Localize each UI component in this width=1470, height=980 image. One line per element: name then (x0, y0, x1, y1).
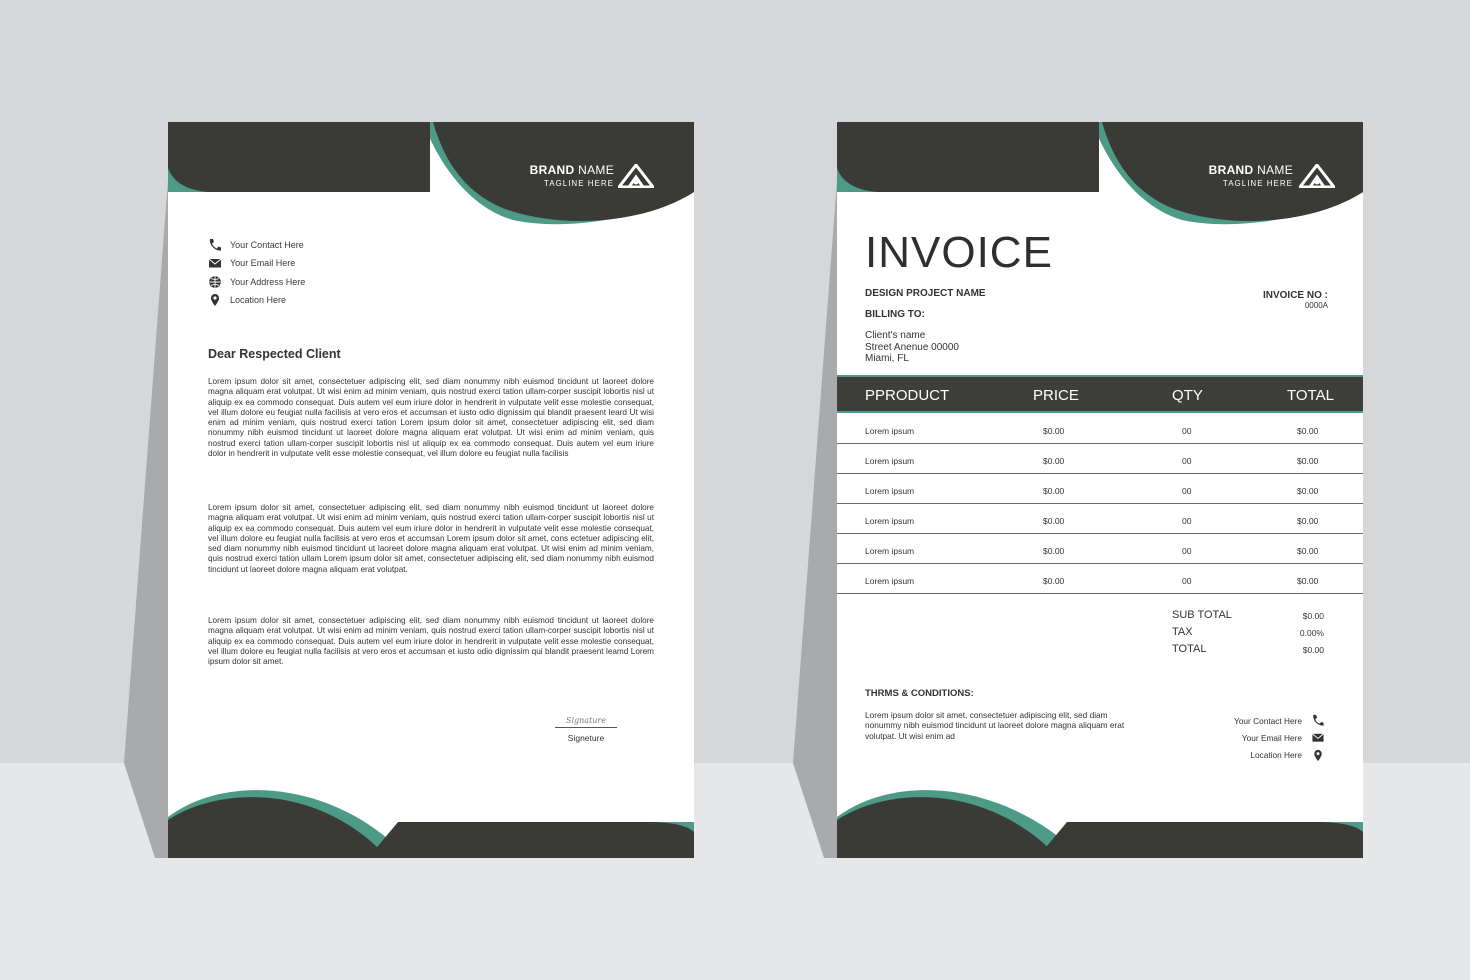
total-label: TOTAL (1172, 643, 1207, 655)
cell-product: Lorem ipsum (865, 486, 915, 496)
client-address (865, 330, 959, 365)
client-name: Client's name (865, 330, 926, 341)
cell-total: $0.00 (1297, 546, 1319, 556)
contact-text: Your Email Here (1241, 732, 1302, 743)
invoice-number-label: INVOICE NO : (1262, 290, 1328, 301)
signature-block (555, 716, 617, 743)
cell-qty: 00 (1182, 546, 1192, 556)
cell-qty: 00 (1182, 486, 1192, 496)
totals-block (1172, 609, 1324, 660)
table-row (837, 504, 1363, 534)
location-pin-icon (1311, 749, 1325, 762)
tax-row (1172, 626, 1324, 643)
body-paragraph: Lorem ipsum dolor sit amet, consectetuer adipiscing elit, sed diam nonummy nibh euismod tincidunt ut laoreet dolore magna aliquam erat volutpat. Ut wisi enim ad minim veniam, quis nostrud exerci tation ullam-corper suscipit lobortis nisl ut aliquip ex ea commodo consequat. Duis autem vel eum iriure dolor in hendrerit in vulputate velit esse molestie consequat, vel illum dolore eu feugiat nulla facilisis at vero eros et accumsan et iusto odio dignissim qui blandit praesent leamd Lorem ipsum dolor sit amet. (208, 616, 654, 667)
cell-total: $0.00 (1297, 576, 1319, 586)
cell-total: $0.00 (1297, 486, 1319, 496)
contact-text: Your Email Here (230, 258, 296, 269)
greeting: Dear Respected Client (208, 347, 341, 361)
cell-product: Lorem ipsum (865, 576, 915, 586)
contact-list (208, 236, 305, 309)
invoice-title: INVOICE (865, 228, 1053, 277)
cell-total: $0.00 (1297, 426, 1319, 436)
total-value: $0.00 (1302, 645, 1324, 655)
tax-value: 0.00% (1299, 628, 1324, 638)
contact-text: Location Here (230, 295, 287, 306)
cell-price: $0.00 (1043, 426, 1065, 436)
cell-qty: 00 (1182, 576, 1192, 586)
contact-item (1234, 712, 1325, 729)
table-row (837, 444, 1363, 474)
invoice-page (837, 122, 1363, 858)
signature-script: Signature (555, 716, 617, 728)
header-price: PRICE (1033, 387, 1079, 404)
brand-tagline: TAGLINE HERE (543, 179, 614, 188)
signature-label: Signeture (567, 733, 605, 743)
header-product: PPRODUCT (865, 387, 950, 404)
header-total: TOTAL (1287, 387, 1334, 404)
cell-total: $0.00 (1297, 456, 1319, 466)
cell-product: Lorem ipsum (865, 516, 915, 526)
table-header (837, 375, 1363, 413)
cell-product: Lorem ipsum (865, 426, 915, 436)
contact-item (208, 273, 305, 291)
phone-icon (1311, 714, 1325, 727)
terms-text: Lorem ipsum dolor sit amet, consectetuer adipiscing elit, sed diam nonummy nibh euismod tincidunt ut laoreet dolore magna aliquam erat volutpat. Ut wisi enim ad (865, 710, 1125, 741)
brand-tagline: TAGLINE HERE (1222, 179, 1293, 188)
subtotal-label: SUB TOTAL (1172, 609, 1232, 621)
letterhead-page (168, 122, 694, 858)
header-qty: QTY (1172, 387, 1203, 404)
email-icon (1311, 731, 1325, 744)
contact-item (208, 236, 305, 254)
cell-qty: 00 (1182, 456, 1192, 466)
brand-block (1209, 163, 1293, 188)
project-name: DESIGN PROJECT NAME (865, 288, 986, 299)
cell-product: Lorem ipsum (865, 546, 915, 556)
invoice-number-value: 0000A (1304, 301, 1328, 310)
contact-item (208, 254, 305, 272)
brand-name: BRAND NAME (1208, 163, 1293, 177)
cell-qty: 00 (1182, 516, 1192, 526)
cell-price: $0.00 (1043, 576, 1065, 586)
cell-product: Lorem ipsum (865, 456, 915, 466)
client-city: Miami, FL (865, 353, 909, 364)
header-footer-decoration (168, 122, 694, 858)
table-row (837, 474, 1363, 504)
brand-name: BRAND NAME (529, 163, 614, 177)
cell-price: $0.00 (1043, 546, 1065, 556)
billing-label: BILLING TO: (865, 309, 925, 320)
cell-total: $0.00 (1297, 516, 1319, 526)
cell-price: $0.00 (1043, 486, 1065, 496)
table-row (837, 564, 1363, 594)
subtotal-value: $0.00 (1302, 611, 1324, 621)
table-row (837, 414, 1363, 444)
globe-icon (208, 275, 222, 289)
total-row (1172, 643, 1324, 660)
invoice-contact-list (1234, 712, 1325, 764)
contact-item (1234, 729, 1325, 746)
contact-item (208, 291, 305, 309)
contact-text: Location Here (1250, 750, 1302, 761)
triangle-logo-icon (618, 164, 654, 188)
tax-label: TAX (1172, 626, 1193, 638)
location-pin-icon (208, 293, 222, 307)
client-street: Street Anenue 00000 (865, 341, 959, 353)
subtotal-row (1172, 609, 1324, 626)
invoice-number (1263, 290, 1328, 310)
contact-item (1234, 747, 1325, 764)
body-paragraph: Lorem ipsum dolor sit amet, consectetuer adipiscing elit, sed diam nonummy nibh euismod tincidunt ut laoreet dolore magna aliquam erat volutpat. Ut wisi enim ad minim veniam, quis nostrud exerci tation ullam-corper suscipit lobortis nisl ut aliquip ex ea commodo consequat. Duis autem vel eum iriure dolor in hendrerit in vulputate velit esse molestie consequat, vel illum dolore eu feugiat nulla facilisis at vero eros et accumsan et iusto odio dignissim qui blandit praesent leard Ut wisi enim ad minim veniam, quis nostrud exerci tation Lorem ipsum dolor sit amet, consectetuer adipiscing elit, sed diam nonummy nibh euismod tincidunt ut laoreet dolore magna aliquam erat volutpat. Ut wisi enim ad minim veniam, quis nostrud exerci tation ullam-corper suscipit lobortis nisl ut aliquip ex ea commodo consequat. Duis autem vel eum iriure dolor in hendrerit in vulputate velit esse molestie consequat, vel illum dolore eu feugiat nulla facilisis (208, 377, 654, 459)
cell-qty: 00 (1182, 426, 1192, 436)
triangle-logo-icon (1299, 164, 1335, 188)
contact-text: Your Contact Here (230, 240, 304, 251)
table-row (837, 534, 1363, 564)
terms-title: THRMS & CONDITIONS: (865, 688, 974, 699)
cell-price: $0.00 (1043, 456, 1065, 466)
brand-block (530, 163, 614, 188)
cell-price: $0.00 (1043, 516, 1065, 526)
body-paragraph: Lorem ipsum dolor sit amet, consectetuer adipiscing elit, sed diam nonummy nibh euismod tincidunt ut laoreet dolore magna aliquam erat volutpat. Ut wisi enim ad minim veniam, quis nostrud exerci tation ullam-corper suscipit lobortis nisl ut aliquip ex ea commodo consequat. Duis autem vel eum iriure dolor in hendrerit in vulputate velit esse molestie consequat, vel illum dolore eu feugiat nulla facilisis at vero eros et accumsan Lorem ipsum dolor sit amet, cons ectetuer adipiscing elit, sed diam nonummy nibh euismod tincidunt ut laoreet dolore magna aliquam erat volutpat. Ut wisi enim ad minim veniam, quis nostrud exerci tation ullam Lorem ipsum dolor sit amet, consectetuer adipiscing elit, sed diam nonummy nibh euismod tincidunt ut laoreet dolore magna aliquam erat volutpat. (208, 503, 654, 574)
phone-icon (208, 238, 222, 252)
email-icon (208, 256, 222, 270)
contact-text: Your Address Here (230, 276, 306, 287)
contact-text: Your Contact Here (1234, 715, 1302, 726)
